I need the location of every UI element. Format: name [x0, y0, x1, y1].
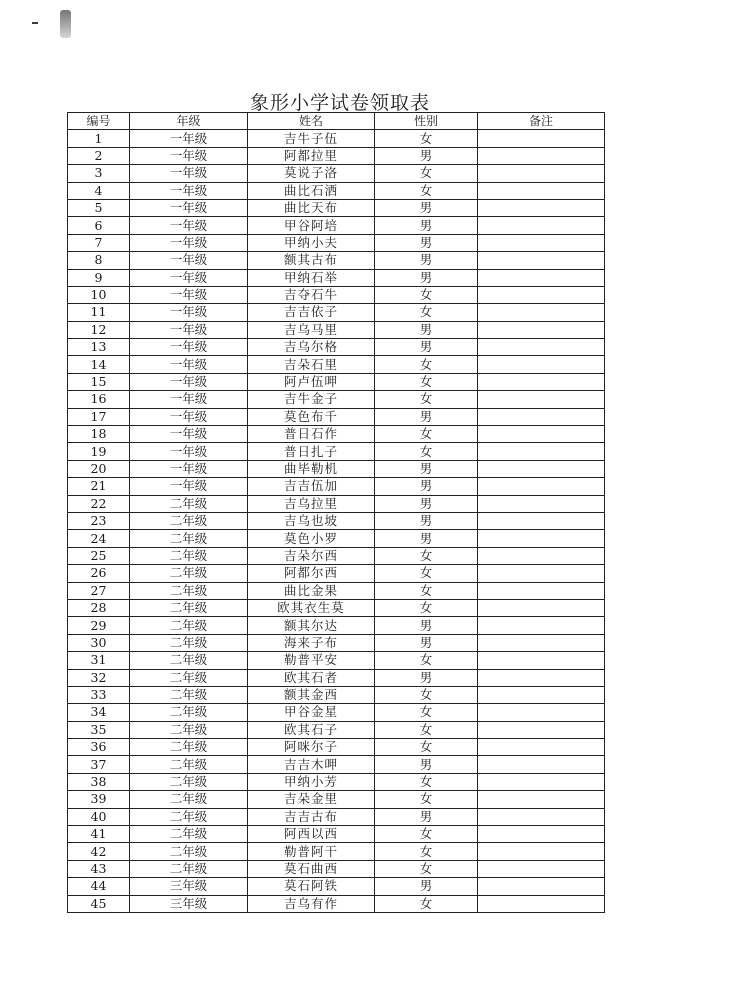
- table-row: [68, 356, 605, 373]
- cell-number: 3: [68, 165, 130, 182]
- cell-grade: 二年级: [130, 599, 248, 616]
- table-row: [68, 495, 605, 512]
- cell-name: 欧其石子: [248, 721, 375, 738]
- cell-remark: [478, 147, 605, 164]
- cell-grade: 一年级: [130, 373, 248, 390]
- cell-name: 甲谷金星: [248, 704, 375, 721]
- cell-remark: [478, 234, 605, 251]
- cell-gender: 女: [375, 860, 478, 877]
- table-row: [68, 652, 605, 669]
- cell-grade: 一年级: [130, 269, 248, 286]
- cell-name: 勒普阿干: [248, 843, 375, 860]
- cell-name: 甲纳小芳: [248, 773, 375, 790]
- cell-number: 32: [68, 669, 130, 686]
- table-row: [68, 269, 605, 286]
- cell-gender: 女: [375, 773, 478, 790]
- cell-remark: [478, 443, 605, 460]
- cell-name: 莫色布千: [248, 408, 375, 425]
- table-row: [68, 773, 605, 790]
- cell-gender: 男: [375, 199, 478, 216]
- cell-gender: 女: [375, 704, 478, 721]
- cell-number: 31: [68, 652, 130, 669]
- cell-number: 19: [68, 443, 130, 460]
- cell-gender: 女: [375, 599, 478, 616]
- cell-gender: 男: [375, 460, 478, 477]
- cell-remark: [478, 634, 605, 651]
- cell-number: 24: [68, 530, 130, 547]
- cell-number: 18: [68, 426, 130, 443]
- cell-grade: 二年级: [130, 739, 248, 756]
- cell-gender: 男: [375, 756, 478, 773]
- cell-name: 曲毕勒机: [248, 460, 375, 477]
- cell-gender: 男: [375, 321, 478, 338]
- table-row: [68, 252, 605, 269]
- cell-grade: 二年级: [130, 547, 248, 564]
- table-row: [68, 304, 605, 321]
- table-row: [68, 582, 605, 599]
- table-row: [68, 756, 605, 773]
- cell-grade: 一年级: [130, 199, 248, 216]
- cell-name: 吉乌也坡: [248, 512, 375, 529]
- cell-number: 8: [68, 252, 130, 269]
- cell-remark: [478, 686, 605, 703]
- cell-number: 21: [68, 478, 130, 495]
- table-row: [68, 843, 605, 860]
- cell-remark: [478, 756, 605, 773]
- header-remark: 备注: [478, 113, 605, 130]
- cell-remark: [478, 217, 605, 234]
- cell-grade: 二年级: [130, 530, 248, 547]
- cell-name: 额其金西: [248, 686, 375, 703]
- roster-table: [67, 112, 605, 913]
- cell-name: 普日石作: [248, 426, 375, 443]
- cell-gender: 女: [375, 582, 478, 599]
- cell-number: 13: [68, 339, 130, 356]
- cell-grade: 二年级: [130, 704, 248, 721]
- cell-name: 阿咪尔子: [248, 739, 375, 756]
- cell-remark: [478, 478, 605, 495]
- cell-remark: [478, 895, 605, 912]
- cell-grade: 二年级: [130, 860, 248, 877]
- cell-remark: [478, 165, 605, 182]
- cell-name: 吉牛子伍: [248, 130, 375, 147]
- cell-name: 曲比天布: [248, 199, 375, 216]
- cell-name: 吉吉伍加: [248, 478, 375, 495]
- cell-grade: 二年级: [130, 791, 248, 808]
- cell-grade: 一年级: [130, 339, 248, 356]
- cell-gender: 女: [375, 182, 478, 199]
- cell-name: 莫说子洛: [248, 165, 375, 182]
- cell-name: 吉吉木呷: [248, 756, 375, 773]
- cell-grade: 一年级: [130, 321, 248, 338]
- table-row: [68, 339, 605, 356]
- table-row: [68, 182, 605, 199]
- cell-name: 阿卢伍呷: [248, 373, 375, 390]
- cell-number: 2: [68, 147, 130, 164]
- cell-number: 39: [68, 791, 130, 808]
- cell-grade: 二年级: [130, 808, 248, 825]
- cell-number: 29: [68, 617, 130, 634]
- cell-gender: 女: [375, 286, 478, 303]
- cell-gender: 男: [375, 147, 478, 164]
- cell-name: 勒普平安: [248, 652, 375, 669]
- cell-remark: [478, 321, 605, 338]
- table-row: [68, 791, 605, 808]
- cell-number: 33: [68, 686, 130, 703]
- cell-number: 14: [68, 356, 130, 373]
- cell-grade: 一年级: [130, 286, 248, 303]
- cell-remark: [478, 286, 605, 303]
- table-row: [68, 721, 605, 738]
- cell-grade: 一年级: [130, 478, 248, 495]
- cell-name: 阿都拉里: [248, 147, 375, 164]
- cell-number: 23: [68, 512, 130, 529]
- cell-grade: 一年级: [130, 252, 248, 269]
- cell-grade: 二年级: [130, 634, 248, 651]
- cell-number: 11: [68, 304, 130, 321]
- cell-grade: 二年级: [130, 756, 248, 773]
- table-row: [68, 373, 605, 390]
- cell-number: 6: [68, 217, 130, 234]
- cell-name: 吉朵金里: [248, 791, 375, 808]
- cell-grade: 二年级: [130, 773, 248, 790]
- table-row: [68, 478, 605, 495]
- table-row: [68, 860, 605, 877]
- cell-remark: [478, 843, 605, 860]
- table-row: [68, 669, 605, 686]
- cell-remark: [478, 426, 605, 443]
- cell-number: 27: [68, 582, 130, 599]
- cell-remark: [478, 495, 605, 512]
- cell-remark: [478, 269, 605, 286]
- cell-remark: [478, 617, 605, 634]
- cell-gender: 男: [375, 269, 478, 286]
- table-row: [68, 234, 605, 251]
- table-row: [68, 878, 605, 895]
- cell-gender: 男: [375, 234, 478, 251]
- table-row: [68, 199, 605, 216]
- cell-number: 15: [68, 373, 130, 390]
- cell-name: 海来子布: [248, 634, 375, 651]
- cell-gender: 女: [375, 373, 478, 390]
- cell-gender: 男: [375, 634, 478, 651]
- cell-grade: 一年级: [130, 460, 248, 477]
- cell-gender: 男: [375, 669, 478, 686]
- cell-name: 甲谷阿培: [248, 217, 375, 234]
- cell-name: 莫石曲西: [248, 860, 375, 877]
- cell-remark: [478, 791, 605, 808]
- cell-name: 吉朵石里: [248, 356, 375, 373]
- cell-number: 7: [68, 234, 130, 251]
- cell-remark: [478, 408, 605, 425]
- header-gender: 性别: [375, 113, 478, 130]
- table-row: [68, 826, 605, 843]
- cell-grade: 二年级: [130, 826, 248, 843]
- cell-grade: 二年级: [130, 495, 248, 512]
- cell-grade: 一年级: [130, 217, 248, 234]
- cell-gender: 男: [375, 339, 478, 356]
- cell-remark: [478, 512, 605, 529]
- cell-number: 28: [68, 599, 130, 616]
- cell-gender: 女: [375, 826, 478, 843]
- cell-grade: 一年级: [130, 165, 248, 182]
- cell-name: 吉牛金子: [248, 391, 375, 408]
- cell-grade: 三年级: [130, 878, 248, 895]
- cell-number: 37: [68, 756, 130, 773]
- cell-gender: 男: [375, 495, 478, 512]
- cell-remark: [478, 878, 605, 895]
- cell-number: 42: [68, 843, 130, 860]
- cell-number: 26: [68, 565, 130, 582]
- cell-name: 莫色小罗: [248, 530, 375, 547]
- cell-remark: [478, 808, 605, 825]
- cell-name: 吉乌尔格: [248, 339, 375, 356]
- table-row: [68, 704, 605, 721]
- cell-name: 吉乌有作: [248, 895, 375, 912]
- cell-gender: 男: [375, 530, 478, 547]
- table-body: [68, 130, 605, 913]
- cell-remark: [478, 547, 605, 564]
- cell-number: 34: [68, 704, 130, 721]
- header-grade: 年级: [130, 113, 248, 130]
- cell-number: 10: [68, 286, 130, 303]
- cell-remark: [478, 391, 605, 408]
- cell-number: 4: [68, 182, 130, 199]
- cell-grade: 二年级: [130, 582, 248, 599]
- cell-name: 甲纳石举: [248, 269, 375, 286]
- scan-smudge: [60, 10, 71, 38]
- cell-gender: 女: [375, 426, 478, 443]
- document-title: 象形小学试卷领取表: [249, 92, 430, 114]
- cell-gender: 女: [375, 721, 478, 738]
- cell-number: 41: [68, 826, 130, 843]
- cell-number: 1: [68, 130, 130, 147]
- table-row: [68, 426, 605, 443]
- cell-grade: 一年级: [130, 304, 248, 321]
- cell-remark: [478, 704, 605, 721]
- table-row: [68, 599, 605, 616]
- cell-name: 阿西以西: [248, 826, 375, 843]
- table-header-row: [68, 113, 605, 130]
- table-row: [68, 286, 605, 303]
- cell-remark: [478, 373, 605, 390]
- cell-number: 20: [68, 460, 130, 477]
- cell-grade: 一年级: [130, 234, 248, 251]
- cell-number: 9: [68, 269, 130, 286]
- table-row: [68, 565, 605, 582]
- cell-number: 35: [68, 721, 130, 738]
- cell-grade: 二年级: [130, 512, 248, 529]
- cell-remark: [478, 304, 605, 321]
- cell-gender: 女: [375, 391, 478, 408]
- cell-number: 36: [68, 739, 130, 756]
- cell-gender: 女: [375, 565, 478, 582]
- cell-gender: 男: [375, 408, 478, 425]
- cell-number: 43: [68, 860, 130, 877]
- cell-gender: 女: [375, 165, 478, 182]
- cell-number: 45: [68, 895, 130, 912]
- cell-name: 额其古布: [248, 252, 375, 269]
- cell-name: 曲比金果: [248, 582, 375, 599]
- table-row: [68, 895, 605, 912]
- table-row: [68, 165, 605, 182]
- cell-grade: 二年级: [130, 565, 248, 582]
- cell-name: 欧其石者: [248, 669, 375, 686]
- cell-remark: [478, 356, 605, 373]
- cell-gender: 女: [375, 895, 478, 912]
- cell-remark: [478, 530, 605, 547]
- cell-grade: 二年级: [130, 686, 248, 703]
- table-row: [68, 617, 605, 634]
- cell-remark: [478, 721, 605, 738]
- table-row: [68, 634, 605, 651]
- cell-grade: 一年级: [130, 147, 248, 164]
- cell-grade: 一年级: [130, 182, 248, 199]
- cell-number: 38: [68, 773, 130, 790]
- cell-name: 甲纳小夫: [248, 234, 375, 251]
- cell-number: 44: [68, 878, 130, 895]
- cell-gender: 女: [375, 686, 478, 703]
- cell-gender: 女: [375, 547, 478, 564]
- cell-gender: 男: [375, 617, 478, 634]
- table-row: [68, 408, 605, 425]
- cell-name: 曲比石洒: [248, 182, 375, 199]
- cell-name: 莫石阿铁: [248, 878, 375, 895]
- cell-grade: 一年级: [130, 356, 248, 373]
- cell-remark: [478, 773, 605, 790]
- cell-remark: [478, 599, 605, 616]
- cell-remark: [478, 199, 605, 216]
- cell-number: 40: [68, 808, 130, 825]
- cell-name: 普日扎子: [248, 443, 375, 460]
- table-row: [68, 130, 605, 147]
- cell-remark: [478, 130, 605, 147]
- cell-gender: 女: [375, 304, 478, 321]
- table-row: [68, 808, 605, 825]
- cell-grade: 二年级: [130, 617, 248, 634]
- table-row: [68, 686, 605, 703]
- table-row: [68, 217, 605, 234]
- cell-remark: [478, 860, 605, 877]
- cell-gender: 男: [375, 478, 478, 495]
- header-number: 编号: [68, 113, 130, 130]
- cell-grade: 一年级: [130, 443, 248, 460]
- table-row: [68, 530, 605, 547]
- cell-grade: 二年级: [130, 652, 248, 669]
- cell-remark: [478, 669, 605, 686]
- cell-name: 吉朵尔西: [248, 547, 375, 564]
- cell-remark: [478, 826, 605, 843]
- table-row: [68, 147, 605, 164]
- cell-grade: 一年级: [130, 130, 248, 147]
- cell-gender: 女: [375, 443, 478, 460]
- cell-remark: [478, 565, 605, 582]
- cell-number: 25: [68, 547, 130, 564]
- cell-name: 额其尔达: [248, 617, 375, 634]
- cell-grade: 一年级: [130, 426, 248, 443]
- cell-grade: 一年级: [130, 408, 248, 425]
- cell-number: 16: [68, 391, 130, 408]
- cell-name: 欧其衣生莫: [248, 599, 375, 616]
- cell-remark: [478, 582, 605, 599]
- table-row: [68, 547, 605, 564]
- table-row: [68, 739, 605, 756]
- cell-number: 5: [68, 199, 130, 216]
- cell-gender: 女: [375, 652, 478, 669]
- header-name: 姓名: [248, 113, 375, 130]
- cell-gender: 男: [375, 252, 478, 269]
- scan-mark: [32, 22, 38, 24]
- cell-gender: 男: [375, 878, 478, 895]
- table-row: [68, 443, 605, 460]
- cell-remark: [478, 739, 605, 756]
- cell-name: 吉吉依子: [248, 304, 375, 321]
- cell-remark: [478, 652, 605, 669]
- cell-grade: 二年级: [130, 843, 248, 860]
- cell-grade: 二年级: [130, 669, 248, 686]
- cell-remark: [478, 460, 605, 477]
- cell-gender: 女: [375, 791, 478, 808]
- table-row: [68, 460, 605, 477]
- cell-number: 30: [68, 634, 130, 651]
- cell-name: 吉夺石牛: [248, 286, 375, 303]
- cell-name: 阿都尔西: [248, 565, 375, 582]
- table-row: [68, 391, 605, 408]
- cell-name: 吉乌拉里: [248, 495, 375, 512]
- cell-remark: [478, 252, 605, 269]
- cell-remark: [478, 339, 605, 356]
- cell-gender: 男: [375, 512, 478, 529]
- cell-name: 吉吉古布: [248, 808, 375, 825]
- table-row: [68, 321, 605, 338]
- cell-grade: 三年级: [130, 895, 248, 912]
- cell-number: 17: [68, 408, 130, 425]
- cell-gender: 男: [375, 217, 478, 234]
- cell-name: 吉乌马里: [248, 321, 375, 338]
- cell-gender: 男: [375, 808, 478, 825]
- cell-number: 22: [68, 495, 130, 512]
- cell-gender: 女: [375, 130, 478, 147]
- cell-grade: 二年级: [130, 721, 248, 738]
- table-row: [68, 512, 605, 529]
- cell-gender: 女: [375, 356, 478, 373]
- cell-gender: 女: [375, 843, 478, 860]
- cell-grade: 一年级: [130, 391, 248, 408]
- cell-remark: [478, 182, 605, 199]
- cell-number: 12: [68, 321, 130, 338]
- cell-gender: 女: [375, 739, 478, 756]
